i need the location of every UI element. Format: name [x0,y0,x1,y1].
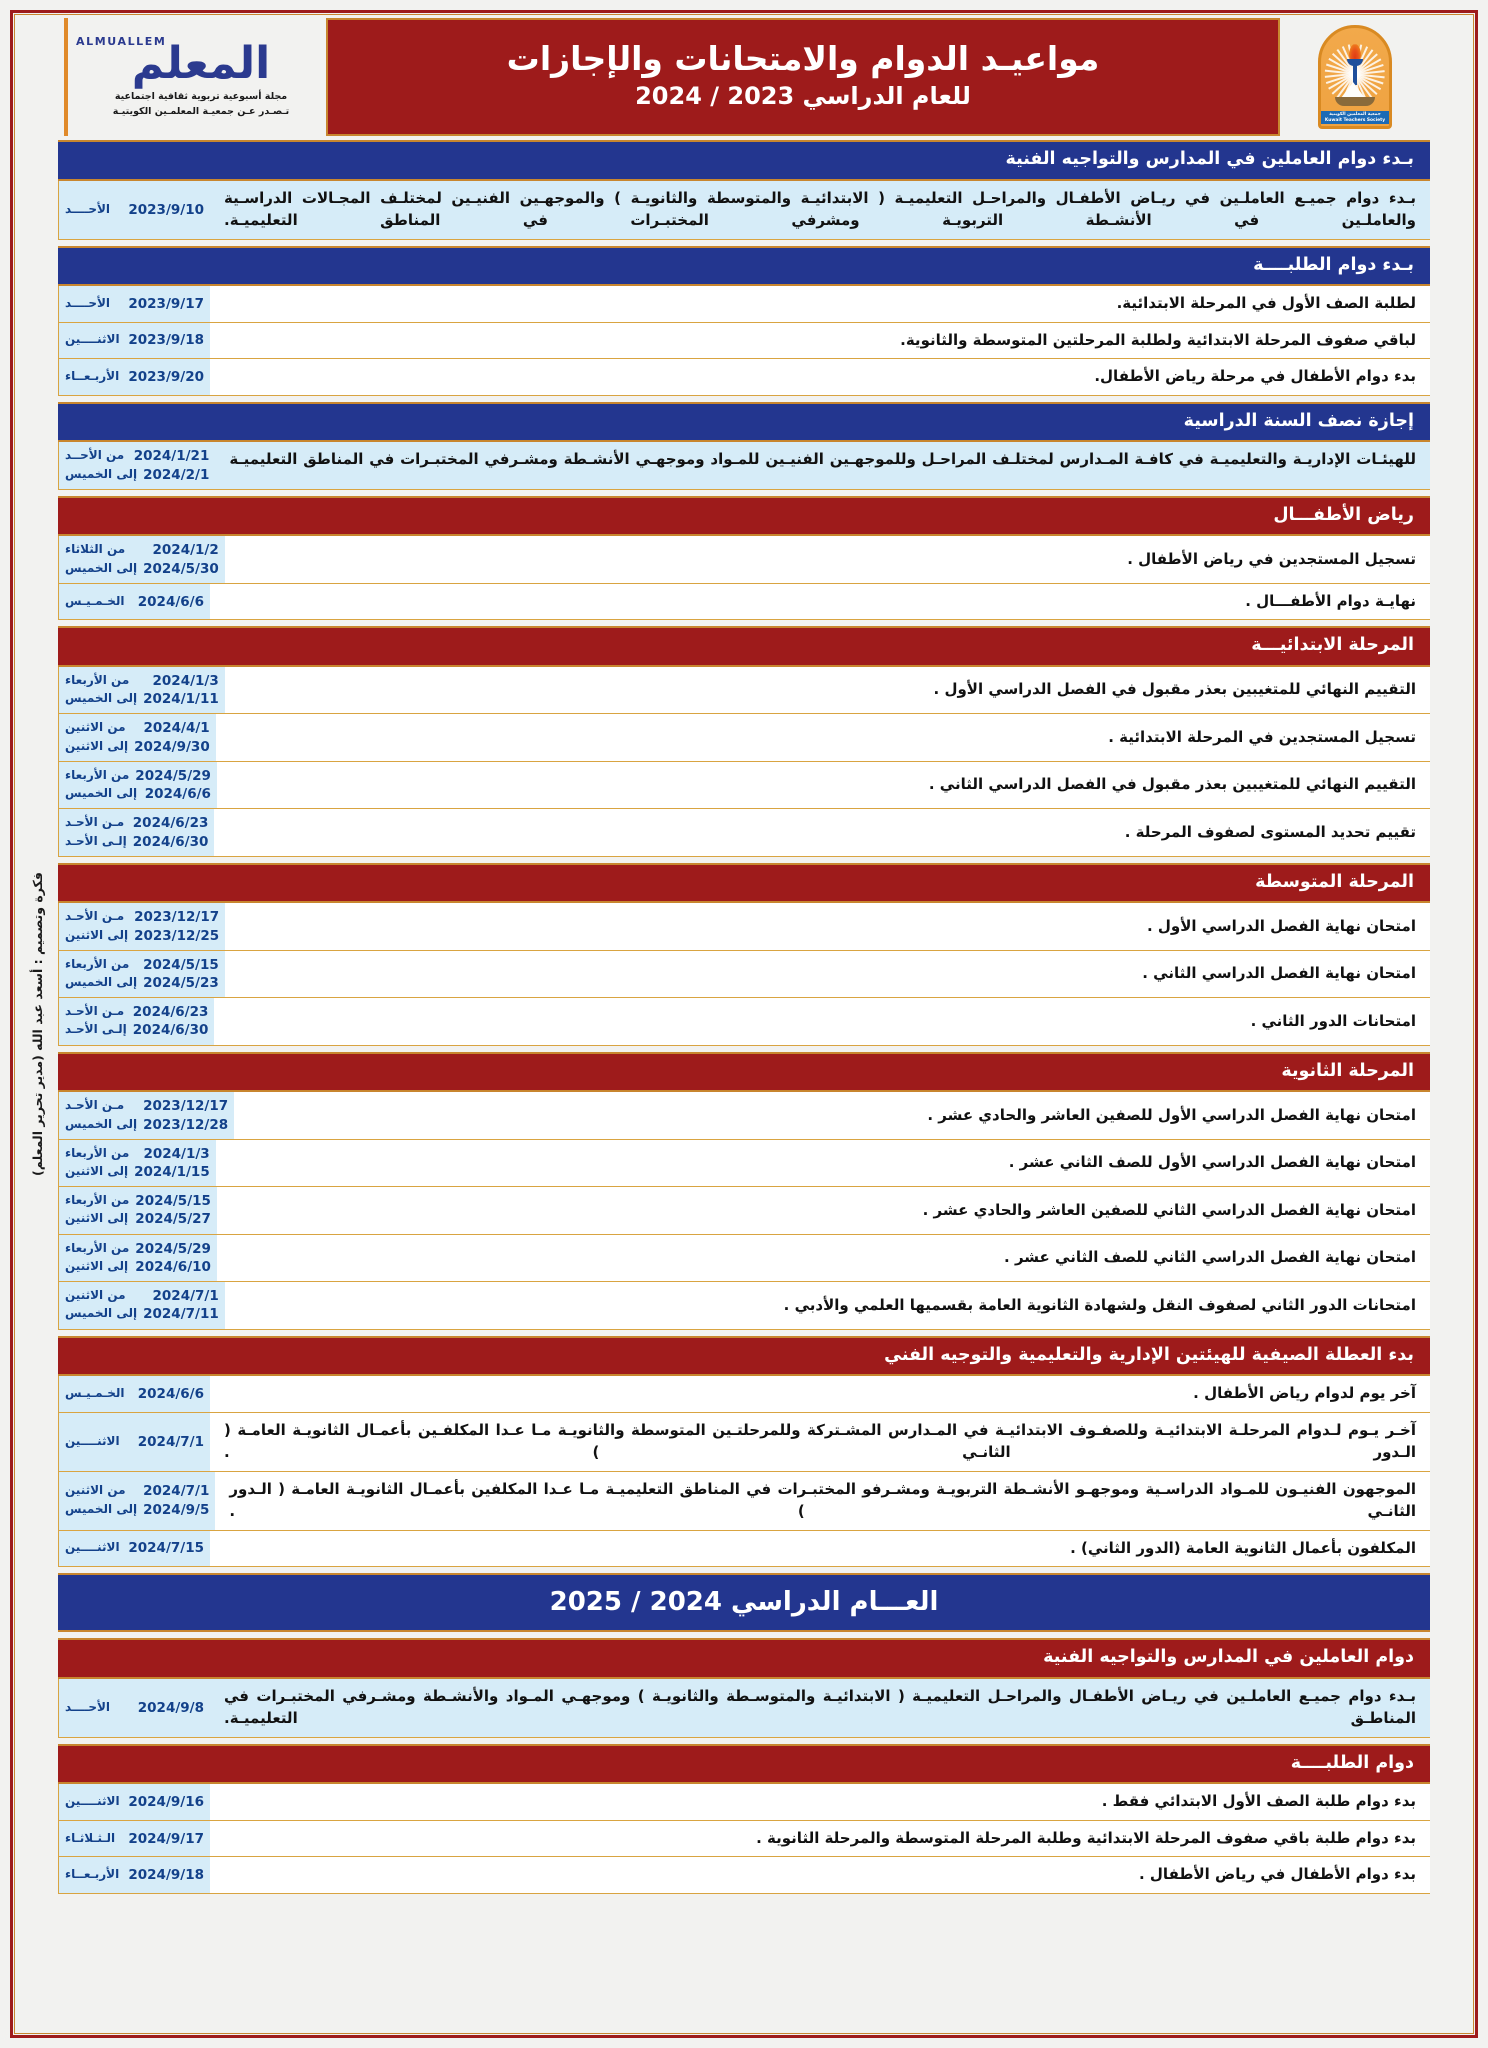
date-weekday: إلى الخميس [65,975,138,990]
date-value: 2024/6/23 [132,1004,209,1021]
section-spacer [58,1894,1430,1900]
section-header: إجازة نصف السنة الدراسية [58,402,1430,443]
table-row [58,323,1430,360]
table-row [58,1235,1430,1282]
table-row [58,286,1430,323]
table-row [58,809,1430,856]
date-weekday: إلى الاثنين [65,1258,129,1273]
date-value: 2024/5/27 [135,1211,211,1228]
date-line [65,1192,211,1210]
magazine-latin-name: ALMUALLEM [76,35,167,49]
date-line [65,1830,204,1848]
date-weekday: إلى الخميس [65,1306,138,1321]
date-value: 2024/6/10 [135,1258,211,1275]
date-line [65,1240,211,1258]
magazine-logo [64,18,326,136]
date-weekday: من الأربعاء [65,1145,130,1160]
row-date-cell [58,1092,234,1138]
date-weekday: من الأربعاء [65,1193,130,1208]
date-line [65,690,219,708]
section-header: بـدء دوام الطلبــــة [58,246,1430,287]
table-row [58,1413,1430,1472]
date-value: 2024/5/15 [135,1193,211,1210]
date-weekday: مـن الأحـد [65,1004,125,1019]
date-weekday: الأربـعــاء [65,1867,120,1882]
date-value: 2024/9/8 [137,1699,204,1716]
date-line [65,1287,219,1305]
table-row [58,442,1430,489]
magazine-subtitle [113,90,289,119]
date-weekday: من الأربعاء [65,956,130,971]
date-value: 2024/6/6 [137,593,204,610]
row-description: امتحان نهاية الفصل الدراسي الأول . [225,903,1430,949]
row-date-cell [58,442,215,488]
date-value: 2024/7/1 [152,1288,219,1305]
section-header: المرحلة الثانوية [58,1052,1430,1093]
section-header: دوام العاملين في المدارس والتواجيه الفنية [58,1638,1430,1679]
row-description: بدء دوام طلبة باقي صفوف المرحلة الابتدائية وطلبة المرحلة المتوسطة والمرحلة الثانوية . [210,1821,1430,1857]
section-header: المرحلة الابتدائيـــة [58,626,1430,667]
table-row [58,998,1430,1045]
row-date-cell [58,1472,215,1530]
row-date-cell [58,1187,217,1233]
dhow-boat-icon [1335,82,1375,106]
kuwait-teachers-society-emblem-icon [1318,25,1392,129]
date-value: 2023/9/18 [128,332,204,349]
date-weekday: إلى الاثنين [65,1163,129,1178]
table-row [58,584,1430,621]
row-description: لطلبة الصف الأول في المرحلة الابتدائية. [210,286,1430,322]
row-date-cell [58,1679,210,1737]
date-line [65,767,211,785]
row-description: الموجهون الفنيـون للمـواد الدراسـية وموجهـو الأنشـطة التربويـة ومشـرفو المختبـرات في المناطق التعليميـة مـا عـدا المكلفين بأعمـال الثانويـة العامـة ( الـدور الثانـي ) . [215,1472,1430,1530]
row-description: امتحان نهاية الفصل الدراسي الثاني . [225,951,1430,997]
date-line [65,368,204,386]
date-weekday: إلى الخميس [65,560,138,575]
date-weekday: من الأربعاء [65,1240,130,1255]
table-row [58,181,1430,240]
date-weekday: مـن الأحـد [65,909,125,924]
section-header: المرحلة المتوسطة [58,863,1430,904]
date-value: 2023/9/20 [128,368,204,385]
date-weekday: إلى الخميس [65,1116,138,1131]
row-date-cell [58,286,210,322]
date-line [65,447,209,465]
date-value: 2024/9/18 [128,1867,204,1884]
date-line [65,1145,210,1163]
date-line [65,956,219,974]
magazine-arabic-name: المعلم [131,38,271,90]
date-weekday: من الاثنين [65,720,126,735]
date-weekday: إلى الخميس [65,1501,138,1516]
society-logo [1280,18,1430,136]
row-date-cell [58,1531,210,1567]
row-description: بدء دوام طلبة الصف الأول الابتدائي فقط . [210,1784,1430,1820]
date-value: 2024/2/1 [143,466,210,483]
row-date-cell [58,998,214,1044]
date-line [65,833,208,851]
date-value: 2024/5/29 [135,1240,211,1257]
date-weekday: من الثلاثاء [65,542,126,557]
table-row [58,1282,1430,1329]
magazine-subtitle-line2: تـصـدر عـن جمعيـة المعلمـين الكويتيـة [112,105,290,117]
date-line [65,1501,209,1519]
date-line [65,814,208,832]
society-caption-ar: جمعية المعلمين الكويتية [1329,112,1381,117]
date-weekday: مـن الأحـد [65,1098,125,1113]
table-row [58,714,1430,761]
row-description: امتحان نهاية الفصل الدراسي الثاني للصف الثاني عشر . [217,1235,1430,1281]
date-line [65,738,210,756]
date-line [65,1539,204,1557]
date-value: 2024/9/5 [143,1501,210,1518]
date-weekday: إلـى الأحـد [65,833,127,848]
date-weekday: الأربـعــاء [65,368,120,383]
date-line [65,541,219,559]
row-date-cell [58,1857,210,1893]
date-weekday: الـثـلاثـاء [65,1830,116,1845]
date-weekday: إلى الخميس [65,466,138,481]
date-line [65,1021,208,1039]
row-date-cell [58,809,214,855]
date-value: 2024/1/21 [133,448,210,465]
table-row [58,1140,1430,1187]
date-line [65,1385,204,1403]
date-value: 2024/1/2 [152,542,219,559]
table-row [58,1857,1430,1894]
table-row [58,667,1430,714]
date-value: 2024/7/15 [128,1540,204,1557]
date-value: 2024/9/16 [128,1794,204,1811]
row-date-cell [58,1282,225,1328]
date-weekday: إلى الخميس [65,691,138,706]
row-date-cell [58,584,210,620]
row-description: امتحانات الدور الثاني لصفوف النقل ولشهادة الثانوية العامة بقسميها العلمي والأدبي . [225,1282,1430,1328]
date-weekday: من الأحــد [65,448,125,463]
date-value: 2023/12/25 [134,927,220,944]
row-description: بـدء دوام جميـع العاملـين في ريـاض الأطفـال والمراحـل التعليميـة ( الابتدائيـة والمتوسـطة والثانويـة ) وموجهـي المـواد والأنشـطة ومشـرفي المختبـرات في المناطـق التعليميـة. [210,1679,1430,1737]
table-row [58,1092,1430,1139]
date-value: 2024/6/23 [132,815,209,832]
date-value: 2024/1/3 [143,1145,210,1162]
date-line [65,1305,219,1323]
society-logo-caption [1321,111,1389,124]
date-line [65,201,204,219]
date-line [65,908,219,926]
date-value: 2024/6/6 [137,1385,204,1402]
date-line [65,927,219,945]
date-line [65,593,204,611]
hull-icon [1335,97,1375,106]
page-title-line2: للعام الدراسي 2023 / 2024 [635,82,971,111]
date-weekday: إلى الخميس [65,786,138,801]
table-row [58,1679,1430,1738]
row-date-cell [58,1784,210,1820]
date-weekday: إلى الاثنين [65,738,129,753]
row-description: بـدء دوام جميـع العاملـين في ريـاض الأطفـال والمراحـل التعليميـة ( الابتدائيـة والمتوسطة والثانويـة ) والموجهـين الفنيـين لمختلـف المجـالات الدراسـية والعاملـين في الأنشـطة التربويـة ومشرفي المختبـرات في المناطق التعليميـة. [210,181,1430,239]
sail-icon [1341,82,1365,98]
designer-credit-text: فكرة وتصميم : أسعد عبد الله (مدير تحرير المعلم) [29,872,45,1176]
date-value: 2024/5/23 [143,975,219,992]
date-weekday: من الأربعاء [65,767,130,782]
table-row [58,903,1430,950]
date-weekday: الأحــــد [65,201,111,216]
magazine-subtitle-line1: مجلة أسبوعية تربوية ثقافية اجتماعية [114,91,288,103]
date-weekday: إلى الاثنين [65,927,129,942]
date-line [65,1097,228,1115]
table-row [58,1187,1430,1234]
date-weekday: الأحــــد [65,295,111,310]
date-value: 2023/12/28 [143,1116,229,1133]
date-line [65,1866,204,1884]
date-weekday: الاثنــــين [65,1794,120,1809]
table-row [58,1784,1430,1821]
date-value: 2023/12/17 [134,909,220,926]
row-description: لباقي صفوف المرحلة الابتدائية ولطلبة المرحلتين المتوسطة والثانوية. [210,323,1430,359]
row-date-cell [58,1821,210,1857]
date-line [65,295,204,313]
date-line [65,1699,204,1717]
page-title [326,18,1280,136]
row-description: آخر يوم لدوام رياض الأطفال . [210,1376,1430,1412]
date-value: 2024/5/29 [135,767,211,784]
row-date-cell [58,667,225,713]
society-caption-en: Kuwait Teachers Society [1324,117,1386,123]
page-header [58,18,1430,136]
row-date-cell [58,762,217,808]
date-line [65,560,219,578]
date-line [65,331,204,349]
row-description: امتحان نهاية الفصل الدراسي الثاني للصفين العاشر والحادي عشر . [217,1187,1430,1233]
date-weekday: الأحــــد [65,1699,111,1714]
row-description: التقييم النهائي للمتغيبين بعذر مقبول في الفصل الدراسي الثاني . [217,762,1430,808]
table-row [58,1821,1430,1858]
date-weekday: الاثنــــين [65,1540,120,1555]
date-weekday: الاثنــــين [65,1433,120,1448]
date-value: 2024/7/1 [143,1483,210,1500]
date-line [65,719,210,737]
date-weekday: إلى الاثنين [65,1211,129,1226]
table-row [58,1472,1430,1531]
date-weekday: من الاثنين [65,1288,126,1303]
row-date-cell [58,181,210,239]
row-description: امتحان نهاية الفصل الدراسي الأول للصف الثاني عشر . [216,1140,1430,1186]
date-weekday: من الأربعاء [65,673,130,687]
row-description: للهيئـات الإداريـة والتعليميـة في كافـة المـدارس لمختلـف المراحـل وللموجهـين الفنيـين للمـواد وموجهـي الأنشـطة ومشـرفي المختبـرات في المناطق التعليميـة [215,442,1430,488]
date-value: 2024/1/11 [143,691,219,708]
date-line [65,1116,228,1134]
date-value: 2024/1/3 [152,673,219,689]
table-row [58,1376,1430,1413]
date-weekday: الاثنــــين [65,332,120,347]
date-line [65,672,219,690]
section-header: بـدء دوام العاملين في المدارس والتواجيه الفنية [58,140,1430,181]
date-value: 2023/12/17 [143,1098,229,1115]
row-date-cell [58,903,225,949]
page-title-line1: مواعيـد الدوام والامتحانات والإجازات [506,38,1100,78]
designer-credit [20,0,54,2048]
section-header: دوام الطلبــــة [58,1744,1430,1785]
row-description: التقييم النهائي للمتغيبين بعذر مقبول في الفصل الدراسي الأول . [225,667,1430,713]
date-line [65,974,219,992]
row-description: بدء دوام الأطفال في رياض الأطفال . [210,1857,1430,1893]
row-description: بدء دوام الأطفال في مرحلة رياض الأطفال. [210,359,1430,395]
date-value: 2023/9/17 [128,295,204,312]
row-date-cell [58,536,225,582]
row-description: تقييم تحديد المستوى لصفوف المرحلة . [214,809,1430,855]
date-line [65,1003,208,1021]
table-row [58,536,1430,583]
date-value: 2024/6/30 [132,833,209,850]
date-line [65,1482,209,1500]
row-description: المكلفون بأعمال الثانوية العامة (الدور الثاني) . [210,1531,1430,1567]
date-weekday: مـن الأحـد [65,815,125,830]
date-value: 2024/1/15 [134,1163,210,1180]
row-description: تسجيل المستجدين في رياض الأطفال . [225,536,1430,582]
date-value: 2024/9/17 [128,1830,204,1847]
date-line [65,466,209,484]
row-date-cell [58,359,210,395]
section-header: رياض الأطفـــال [58,496,1430,537]
date-line [65,1793,204,1811]
date-weekday: من الاثنين [65,1483,126,1498]
table-row [58,359,1430,396]
date-line [65,1258,211,1276]
row-date-cell [58,323,210,359]
table-row [58,951,1430,998]
date-value: 2024/7/1 [137,1433,204,1450]
date-line [65,1433,204,1451]
section-header: بدء العطلة الصيفية للهيئتين الإدارية والتعليمية والتوجيه الفني [58,1336,1430,1377]
row-description: نهايـة دوام الأطفـــال . [210,584,1430,620]
date-weekday: الخـمـيـس [65,1385,125,1400]
row-description: امتحان نهاية الفصل الدراسي الأول للصفين العاشر والحادي عشر . [234,1092,1430,1138]
table-row [58,1531,1430,1568]
date-weekday: الخـمـيـس [65,593,125,608]
row-date-cell [58,1376,210,1412]
row-description: امتحانات الدور الثاني . [214,998,1430,1044]
date-value: 2024/5/30 [143,560,219,577]
date-value: 2024/6/30 [132,1022,209,1039]
row-date-cell [58,1235,217,1281]
date-line [65,785,211,803]
academic-year-band: العـــام الدراسي 2024 / 2025 [58,1573,1430,1632]
date-value: 2024/4/1 [143,720,210,737]
calendar-table [58,140,1430,2036]
date-line [65,1163,210,1181]
date-value: 2024/9/30 [134,738,210,755]
date-value: 2024/6/6 [144,786,211,803]
row-description: آخـر يـوم لـدوام المرحلـة الابتدائيـة وللصفـوف الابتدائيـة في المـدارس المشـتركة وللمرحلتـين المتوسطة والثانويـة مـا عـدا المكلفـين بأعمـال الثانويـة العامـة ( الـدور الثانـي ) . [210,1413,1430,1471]
date-line [65,1210,211,1228]
date-weekday: إلـى الأحـد [65,1022,127,1037]
row-date-cell [58,714,216,760]
row-date-cell [58,951,225,997]
row-date-cell [58,1413,210,1471]
table-row [58,762,1430,809]
date-value: 2024/5/15 [143,956,219,973]
row-date-cell [58,1140,216,1186]
date-value: 2023/9/10 [128,201,204,218]
date-value: 2024/7/11 [143,1306,219,1323]
row-description: تسجيل المستجدين في المرحلة الابتدائية . [216,714,1430,760]
